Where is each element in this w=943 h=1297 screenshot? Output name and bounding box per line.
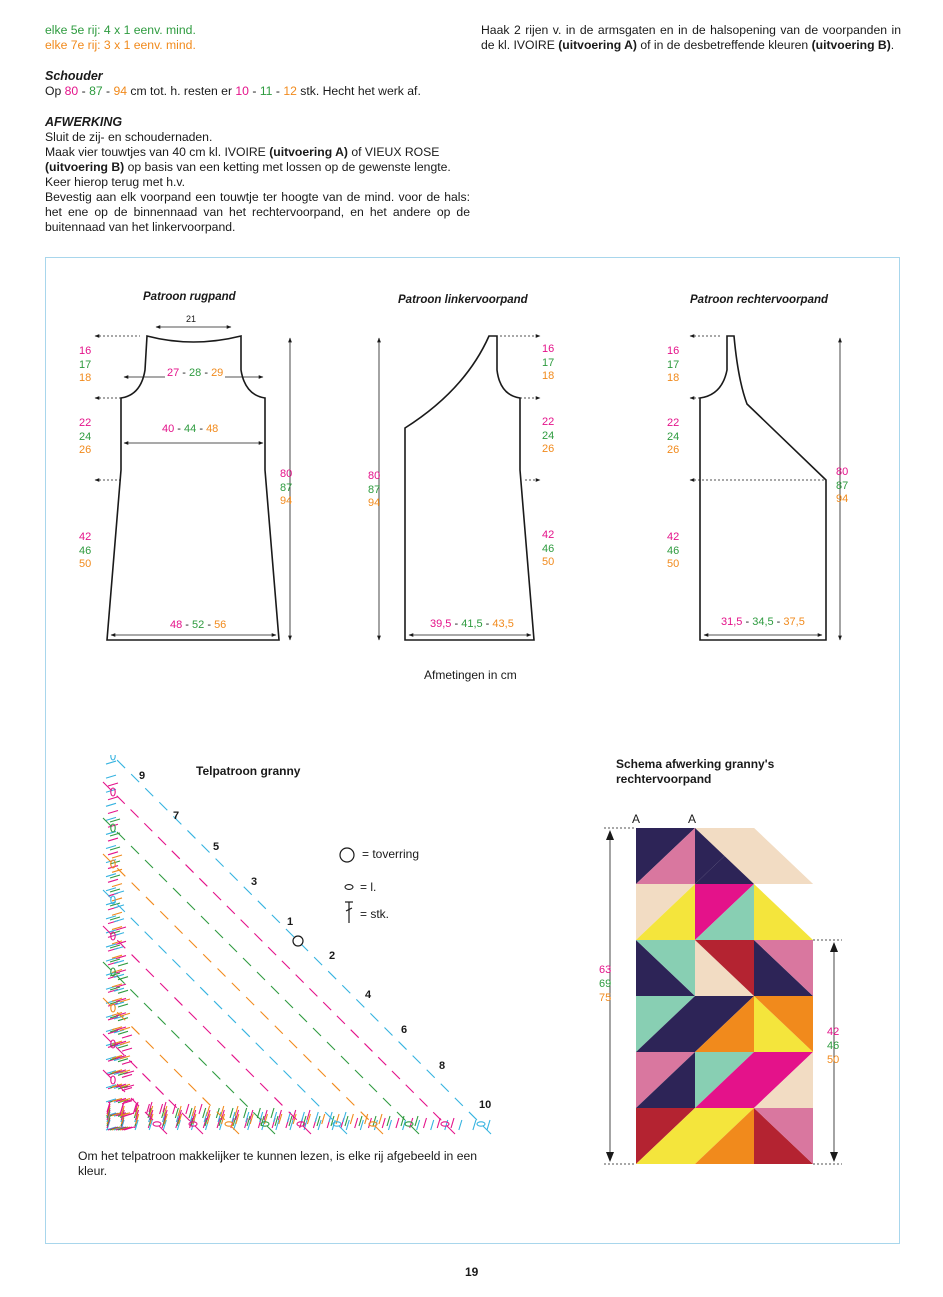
shoulder-text: Op 80 - 87 - 94 cm tot. h. resten er 10 - 11 - 12 stk. Hecht het werk af. [45, 84, 421, 98]
granny-row-4 [103, 962, 275, 1134]
back-outline [107, 336, 279, 640]
granny-row-5 [103, 926, 311, 1134]
back-pattern-title: Patroon rugpand [143, 291, 236, 303]
afwerking-heading: AFWERKING [45, 115, 123, 129]
row-number-8: 8 [439, 1060, 446, 1072]
row-number-6: 6 [401, 1024, 408, 1036]
schema-label-a-left: A [632, 812, 641, 826]
legend-stitch-label: = stk. [360, 907, 390, 921]
square-r3-c1 [636, 940, 695, 996]
right-front-bottom-width: 31,5 - 34,5 - 37,5 [721, 616, 805, 628]
right-front-total-height: 80 87 94 [836, 466, 849, 505]
right-front-pattern-title: Patroon rechtervoorpand [690, 294, 829, 306]
left-front-bottom-width: 39,5 - 41,5 - 43,5 [430, 618, 514, 630]
square-r6-c2 [695, 1108, 754, 1164]
back-bottom-width: 48 - 52 - 56 [170, 619, 227, 631]
row-number-4: 4 [365, 989, 372, 1001]
neck-width-label: 21 [186, 314, 197, 324]
left-front-shoulder-height: 16 17 18 [542, 343, 555, 382]
square-r6-c3 [754, 1108, 813, 1164]
square-r4-c2 [695, 996, 754, 1052]
square-r6-c1 [636, 1108, 695, 1164]
legend-chain-label: = l. [360, 880, 377, 894]
left-front-lower-height: 42 46 50 [542, 529, 555, 568]
square-r2-c3 [754, 884, 813, 940]
square-r4-c3 [754, 996, 813, 1052]
square-r5-c3 [754, 1052, 813, 1108]
granny-note: Om het telpatroon makkelijker te kunnen lezen, is elke rij afgebeeld in een kleur. [78, 1149, 478, 1178]
schema-diagram [596, 810, 846, 1180]
right-column: Haak 2 rijen v. in de armsgaten en in de halsopening van de voorpanden in de kl. IVOIRE (uitvoering A) of in de desbetreffende kleuren (uitvoering B). [481, 23, 901, 52]
row-number-9: 9 [139, 770, 146, 782]
back-shoulder-height: 16 17 18 [79, 345, 92, 384]
left-front-armhole-height: 22 24 26 [542, 416, 555, 455]
chain-icon [345, 885, 353, 890]
back-chest-width: 40 - 44 - 48 [162, 423, 219, 435]
magic-ring-icon [340, 848, 354, 862]
schema-left-dims: 63 69 75 [599, 964, 612, 1004]
left-front-total-height: 80 87 94 [368, 470, 381, 509]
square-r3-c2 [695, 940, 754, 996]
afwerking-line-1: Sluit de zij- en schoudernaden. [45, 130, 213, 144]
afwerking-paragraph-4: Bevestig aan elk voorpand een touwtje ter hoogte van de mind. voor de hals: het ene op de binnennaad van het rechtervoorpand, en het andere op de buitennaad van het linkervoorpand. [45, 190, 470, 234]
page-number: 19 [465, 1265, 479, 1279]
afwerking-line-3: Keer hierop terug met h.v. [45, 175, 186, 189]
granny-row-6 [103, 890, 347, 1134]
row-number-3: 3 [251, 876, 258, 888]
legend-ring-label: = toverring [362, 847, 420, 861]
magic-ring [293, 936, 303, 946]
left-front-outline [405, 336, 534, 640]
row-number-2: 2 [329, 950, 336, 962]
back-armhole-height: 22 24 26 [79, 417, 92, 456]
granny-chart [95, 755, 505, 1140]
square-r1-c1 [636, 828, 695, 884]
decrease-line-2: elke 7e rij: 3 x 1 eenv. mind. [45, 38, 196, 52]
schema-right-dims: 42 46 50 [827, 1026, 840, 1066]
afwerking-paragraph-2: Maak vier touwtjes van 40 cm kl. IVOIRE (uitvoering A) of VIEUX ROSE (uitvoering B) op basis van een ketting met lossen op de gewenste lengte. [45, 145, 451, 174]
granny-row-9 [103, 782, 455, 1134]
square-r3-c3 [754, 940, 813, 996]
square-r4-c1 [636, 996, 695, 1052]
right-front-outline [700, 336, 826, 640]
right-front-shoulder-height: 16 17 18 [667, 345, 680, 384]
granny-row-2 [103, 1034, 203, 1134]
back-armhole-width: 27 - 28 - 29 [167, 367, 224, 379]
decrease-line-1: elke 5e rij: 4 x 1 eenv. mind. [45, 23, 196, 37]
row-number-5: 5 [213, 841, 220, 853]
measurements-caption: Afmetingen in cm [424, 668, 517, 682]
shoulder-heading: Schouder [45, 69, 103, 83]
right-front-armhole-height: 22 24 26 [667, 417, 680, 456]
left-front-pattern-title: Patroon linkervoorpand [398, 294, 528, 306]
right-front-lower-height: 42 46 50 [667, 531, 680, 570]
row-number-7: 7 [173, 810, 180, 822]
schema-title: Schema afwerking granny's rechtervoorpand [616, 757, 775, 786]
row-number-1: 1 [287, 916, 294, 928]
row-number-10: 10 [479, 1099, 492, 1111]
square-r2-c2 [695, 884, 754, 940]
square-r5-c1 [636, 1052, 695, 1108]
granny-title: Telpatroon granny [196, 764, 301, 778]
back-lower-height: 42 46 50 [79, 531, 92, 570]
treble-stitch-icon [345, 902, 353, 923]
square-r5-c2 [695, 1052, 754, 1108]
schema-label-a-right: A [688, 812, 697, 826]
back-total-height: 80 87 94 [280, 468, 293, 507]
square-r2-c1 [636, 884, 695, 940]
